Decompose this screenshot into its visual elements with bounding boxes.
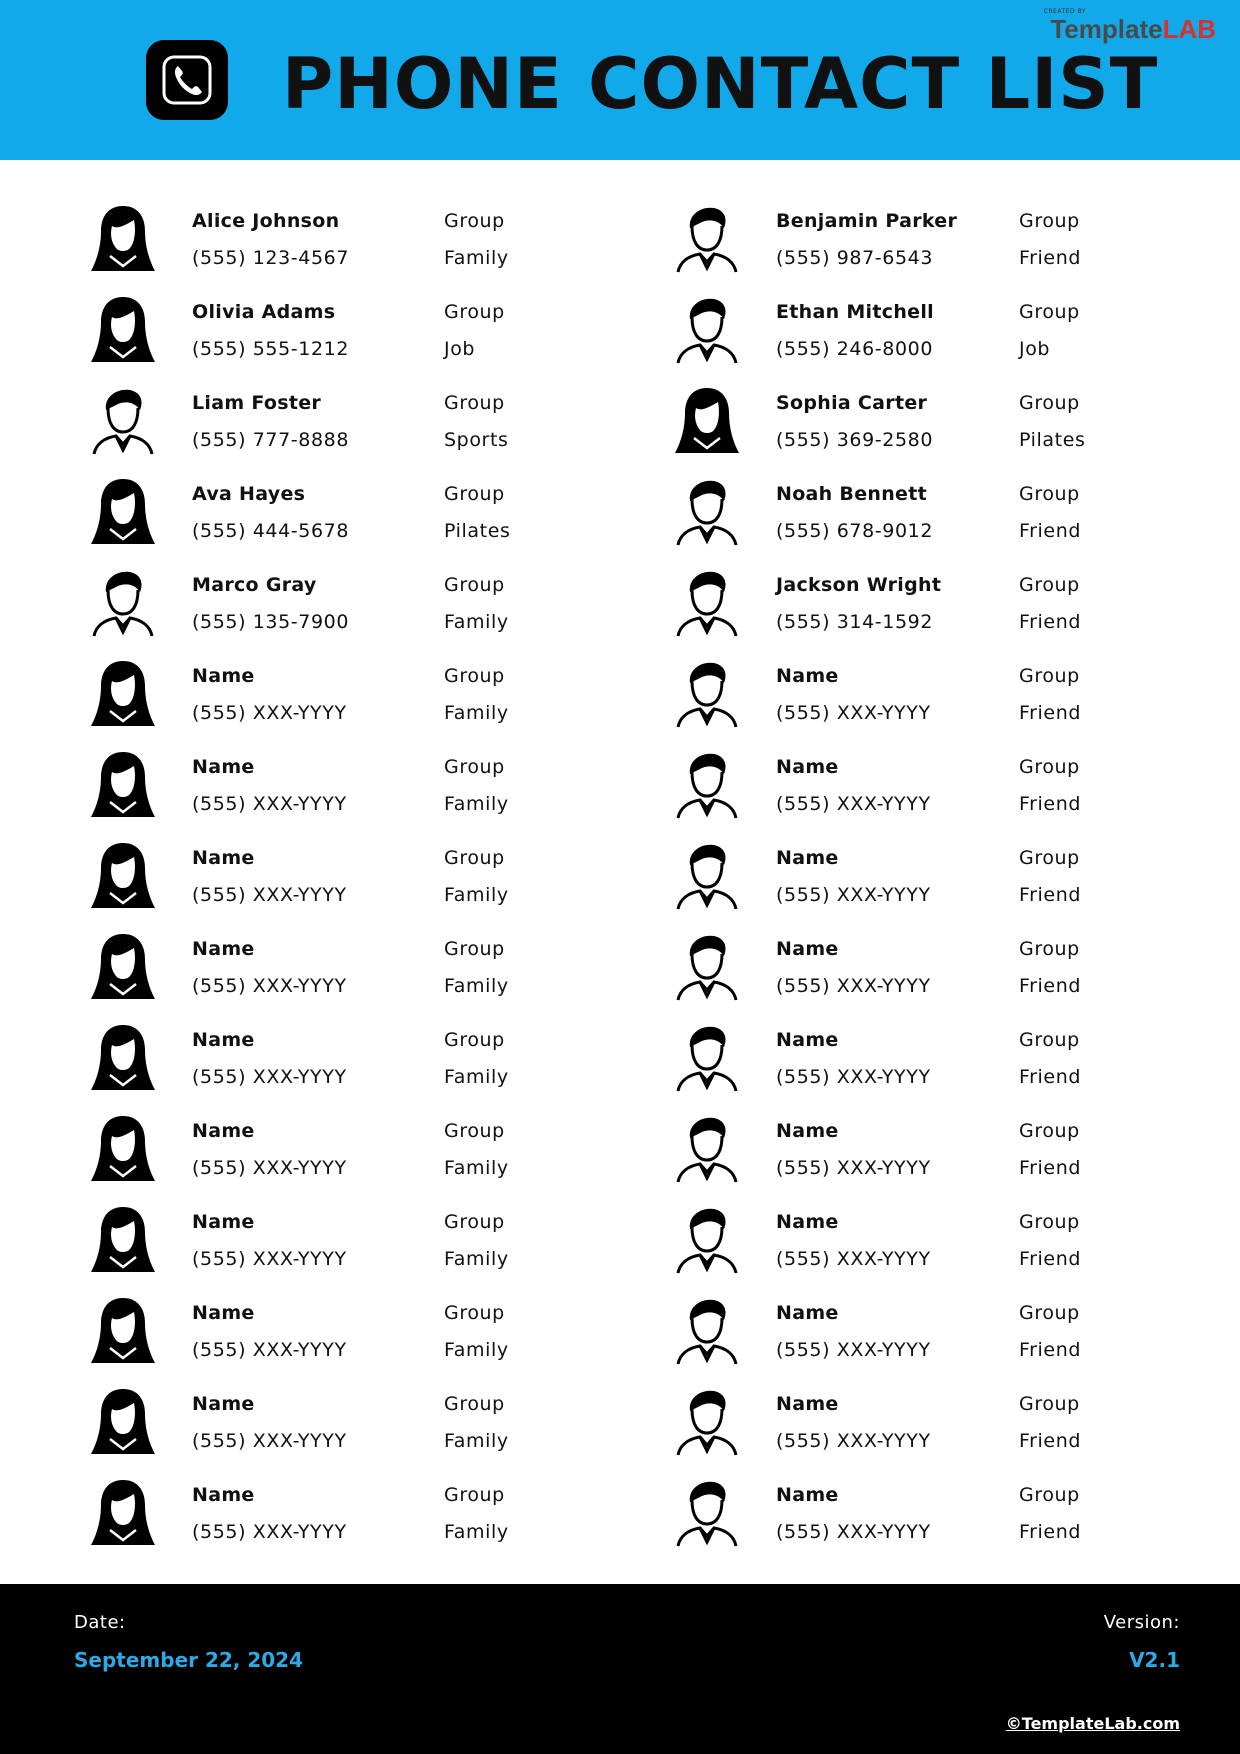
contact-entry <box>672 1191 1192 1282</box>
contact-name: Name <box>192 1029 255 1051</box>
contact-name: Sophia Carter <box>776 392 928 414</box>
contact-entry <box>88 918 608 1009</box>
contact-entry <box>672 372 1192 463</box>
group-label: Group <box>444 392 505 414</box>
contact-name: Noah Bennett <box>776 483 927 505</box>
contact-row <box>0 827 1240 918</box>
version-label: Version: <box>1103 1612 1180 1633</box>
contact-phone: (555) XXX-YYYY <box>192 1248 347 1270</box>
contact-entry <box>88 1100 608 1191</box>
contact-entry <box>88 463 608 554</box>
group-value: Job <box>444 338 476 360</box>
contact-row <box>0 645 1240 736</box>
male-avatar-icon <box>672 568 742 638</box>
male-avatar-icon <box>672 295 742 365</box>
group-label: Group <box>444 210 505 232</box>
female-avatar-icon <box>88 1387 158 1457</box>
contact-name: Marco Gray <box>192 574 317 596</box>
group-label: Group <box>1019 1484 1080 1506</box>
group-label: Group <box>1019 938 1080 960</box>
contact-row <box>0 281 1240 372</box>
female-avatar-icon <box>88 477 158 547</box>
contact-entry <box>672 736 1192 827</box>
contact-name: Ethan Mitchell <box>776 301 934 323</box>
group-label: Group <box>444 574 505 596</box>
male-avatar-icon <box>672 932 742 1002</box>
brand-tagline: CREATED BY <box>1043 8 1086 15</box>
group-value: Family <box>444 611 509 633</box>
contact-entry <box>672 1009 1192 1100</box>
male-avatar-icon <box>672 477 742 547</box>
contact-phone: (555) XXX-YYYY <box>192 1157 347 1179</box>
contact-phone: (555) XXX-YYYY <box>192 1521 347 1543</box>
page-title: PHONE CONTACT LIST <box>282 43 1159 125</box>
contact-name: Name <box>776 938 839 960</box>
contact-row <box>0 190 1240 281</box>
contact-entry <box>672 1282 1192 1373</box>
group-label: Group <box>1019 574 1080 596</box>
contact-phone: (555) 123-4567 <box>192 247 350 269</box>
male-avatar-icon <box>672 1114 742 1184</box>
contact-phone: (555) XXX-YYYY <box>776 1430 931 1452</box>
contact-name: Name <box>192 1393 255 1415</box>
group-label: Group <box>444 756 505 778</box>
date-value: September 22, 2024 <box>74 1648 304 1672</box>
group-label: Group <box>444 1302 505 1324</box>
contact-entry <box>88 1191 608 1282</box>
contact-row <box>0 1282 1240 1373</box>
group-label: Group <box>1019 847 1080 869</box>
male-avatar-icon <box>88 386 158 456</box>
contact-entry <box>672 554 1192 645</box>
contact-name: Olivia Adams <box>192 301 336 323</box>
contact-phone: (555) XXX-YYYY <box>192 1339 347 1361</box>
contact-phone: (555) XXX-YYYY <box>776 1066 931 1088</box>
group-label: Group <box>444 1484 505 1506</box>
contact-list <box>0 190 1240 1555</box>
group-value: Job <box>1019 338 1051 360</box>
group-value: Sports <box>444 429 509 451</box>
contact-phone: (555) XXX-YYYY <box>776 1521 931 1543</box>
contact-phone: (555) XXX-YYYY <box>192 702 347 724</box>
contact-name: Name <box>776 1302 839 1324</box>
brand-wordmark: TemplateLAB <box>1050 14 1216 44</box>
contact-entry <box>672 827 1192 918</box>
male-avatar-icon <box>672 750 742 820</box>
contact-entry <box>88 1373 608 1464</box>
group-label: Group <box>1019 210 1080 232</box>
male-avatar-icon <box>672 1205 742 1275</box>
female-avatar-icon <box>88 659 158 729</box>
contact-name: Name <box>192 1120 255 1142</box>
contact-row <box>0 736 1240 827</box>
group-label: Group <box>444 1393 505 1415</box>
brand-logo <box>1044 8 1216 43</box>
contact-phone: (555) XXX-YYYY <box>192 793 347 815</box>
group-label: Group <box>444 938 505 960</box>
contact-name: Name <box>192 756 255 778</box>
group-label: Group <box>1019 1211 1080 1233</box>
contact-phone: (555) XXX-YYYY <box>776 884 931 906</box>
group-label: Group <box>444 1029 505 1051</box>
contact-row <box>0 918 1240 1009</box>
male-avatar-icon <box>672 841 742 911</box>
contact-entry <box>88 1464 608 1555</box>
group-label: Group <box>444 1120 505 1142</box>
group-value: Friend <box>1019 702 1082 724</box>
contact-row <box>0 1009 1240 1100</box>
male-avatar-icon <box>88 568 158 638</box>
phone-icon <box>146 40 228 120</box>
version-value: V2.1 <box>1129 1648 1180 1672</box>
contact-row <box>0 1100 1240 1191</box>
contact-phone: (555) XXX-YYYY <box>192 1066 347 1088</box>
footer <box>0 1584 1240 1754</box>
contact-phone: (555) XXX-YYYY <box>776 975 931 997</box>
contact-row <box>0 554 1240 645</box>
group-value: Friend <box>1019 520 1082 542</box>
female-avatar-icon <box>88 932 158 1002</box>
male-avatar-icon <box>672 204 742 274</box>
contact-phone: (555) XXX-YYYY <box>192 1430 347 1452</box>
contact-name: Name <box>192 1302 255 1324</box>
contact-entry <box>672 281 1192 372</box>
contact-name: Name <box>192 1211 255 1233</box>
group-value: Family <box>444 793 509 815</box>
group-label: Group <box>1019 483 1080 505</box>
contact-entry <box>672 463 1192 554</box>
group-value: Friend <box>1019 1248 1082 1270</box>
contact-entry <box>88 554 608 645</box>
contact-name: Name <box>776 847 839 869</box>
male-avatar-icon <box>672 659 742 729</box>
contact-name: Benjamin Parker <box>776 210 958 232</box>
male-avatar-icon <box>672 1387 742 1457</box>
contact-entry <box>88 1282 608 1373</box>
group-label: Group <box>444 1211 505 1233</box>
contact-entry <box>88 372 608 463</box>
contact-phone: (555) XXX-YYYY <box>192 884 347 906</box>
contact-entry <box>88 281 608 372</box>
contact-phone: (555) 369-2580 <box>776 429 934 451</box>
group-value: Friend <box>1019 1157 1082 1179</box>
header-banner <box>0 0 1240 160</box>
female-avatar-icon <box>88 1023 158 1093</box>
contact-row <box>0 1464 1240 1555</box>
contact-name: Name <box>776 1393 839 1415</box>
contact-name: Name <box>192 847 255 869</box>
contact-name: Name <box>192 938 255 960</box>
female-avatar-icon <box>672 386 742 456</box>
group-value: Family <box>444 1157 509 1179</box>
contact-phone: (555) 246-8000 <box>776 338 934 360</box>
group-label: Group <box>1019 756 1080 778</box>
contact-phone: (555) 444-5678 <box>192 520 350 542</box>
contact-entry <box>672 918 1192 1009</box>
contact-name: Ava Hayes <box>192 483 306 505</box>
group-label: Group <box>1019 1029 1080 1051</box>
contact-phone: (555) XXX-YYYY <box>776 1339 931 1361</box>
contact-phone: (555) 314-1592 <box>776 611 934 633</box>
group-value: Family <box>444 1339 509 1361</box>
group-value: Friend <box>1019 884 1082 906</box>
contact-name: Name <box>776 665 839 687</box>
contact-phone: (555) XXX-YYYY <box>192 975 347 997</box>
female-avatar-icon <box>88 1296 158 1366</box>
female-avatar-icon <box>88 204 158 274</box>
contact-entry <box>88 1009 608 1100</box>
group-value: Family <box>444 1521 509 1543</box>
contact-name: Name <box>776 1211 839 1233</box>
contact-row <box>0 372 1240 463</box>
group-label: Group <box>1019 1302 1080 1324</box>
contact-entry <box>88 645 608 736</box>
group-label: Group <box>444 301 505 323</box>
group-label: Group <box>1019 1120 1080 1142</box>
group-value: Friend <box>1019 1066 1082 1088</box>
contact-phone: (555) XXX-YYYY <box>776 1248 931 1270</box>
date-label: Date: <box>74 1612 126 1633</box>
contact-name: Name <box>776 1120 839 1142</box>
contact-name: Name <box>776 756 839 778</box>
group-value: Friend <box>1019 1339 1082 1361</box>
group-value: Family <box>444 884 509 906</box>
male-avatar-icon <box>672 1478 742 1548</box>
contact-phone: (555) XXX-YYYY <box>776 702 931 724</box>
contact-phone: (555) 135-7900 <box>192 611 350 633</box>
female-avatar-icon <box>88 1114 158 1184</box>
contact-name: Alice Johnson <box>192 210 340 232</box>
contact-name: Name <box>776 1484 839 1506</box>
contact-entry <box>88 190 608 281</box>
group-value: Friend <box>1019 247 1082 269</box>
contact-phone: (555) 678-9012 <box>776 520 934 542</box>
group-value: Family <box>444 1248 509 1270</box>
contact-name: Liam Foster <box>192 392 322 414</box>
male-avatar-icon <box>672 1296 742 1366</box>
contact-name: Name <box>776 1029 839 1051</box>
group-label: Group <box>444 665 505 687</box>
contact-entry <box>672 645 1192 736</box>
group-value: Pilates <box>444 520 511 542</box>
female-avatar-icon <box>88 750 158 820</box>
contact-row <box>0 1373 1240 1464</box>
contact-phone: (555) 555-1212 <box>192 338 350 360</box>
contact-entry <box>88 736 608 827</box>
group-value: Friend <box>1019 975 1082 997</box>
group-value: Pilates <box>1019 429 1086 451</box>
group-value: Family <box>444 975 509 997</box>
group-label: Group <box>444 483 505 505</box>
contact-name: Name <box>192 665 255 687</box>
group-value: Family <box>444 247 509 269</box>
female-avatar-icon <box>88 295 158 365</box>
group-value: Family <box>444 1066 509 1088</box>
group-label: Group <box>1019 665 1080 687</box>
contact-phone: (555) 777-8888 <box>192 429 350 451</box>
group-label: Group <box>1019 1393 1080 1415</box>
contact-entry <box>88 827 608 918</box>
group-value: Friend <box>1019 1430 1082 1452</box>
contact-phone: (555) XXX-YYYY <box>776 793 931 815</box>
group-label: Group <box>1019 392 1080 414</box>
female-avatar-icon <box>88 1478 158 1548</box>
contact-entry <box>672 1373 1192 1464</box>
contact-row <box>0 463 1240 554</box>
contact-phone: (555) XXX-YYYY <box>776 1157 931 1179</box>
group-value: Friend <box>1019 1521 1082 1543</box>
contact-phone: (555) 987-6543 <box>776 247 934 269</box>
contact-name: Jackson Wright <box>776 574 942 596</box>
contact-row <box>0 1191 1240 1282</box>
female-avatar-icon <box>88 1205 158 1275</box>
group-label: Group <box>444 847 505 869</box>
copyright-link[interactable]: ©TemplateLab.com <box>1005 1714 1180 1733</box>
male-avatar-icon <box>672 1023 742 1093</box>
contact-entry <box>672 1464 1192 1555</box>
contact-entry <box>672 190 1192 281</box>
contact-name: Name <box>192 1484 255 1506</box>
group-value: Family <box>444 702 509 724</box>
group-label: Group <box>1019 301 1080 323</box>
group-value: Friend <box>1019 793 1082 815</box>
group-value: Friend <box>1019 611 1082 633</box>
contact-entry <box>672 1100 1192 1191</box>
group-value: Family <box>444 1430 509 1452</box>
female-avatar-icon <box>88 841 158 911</box>
